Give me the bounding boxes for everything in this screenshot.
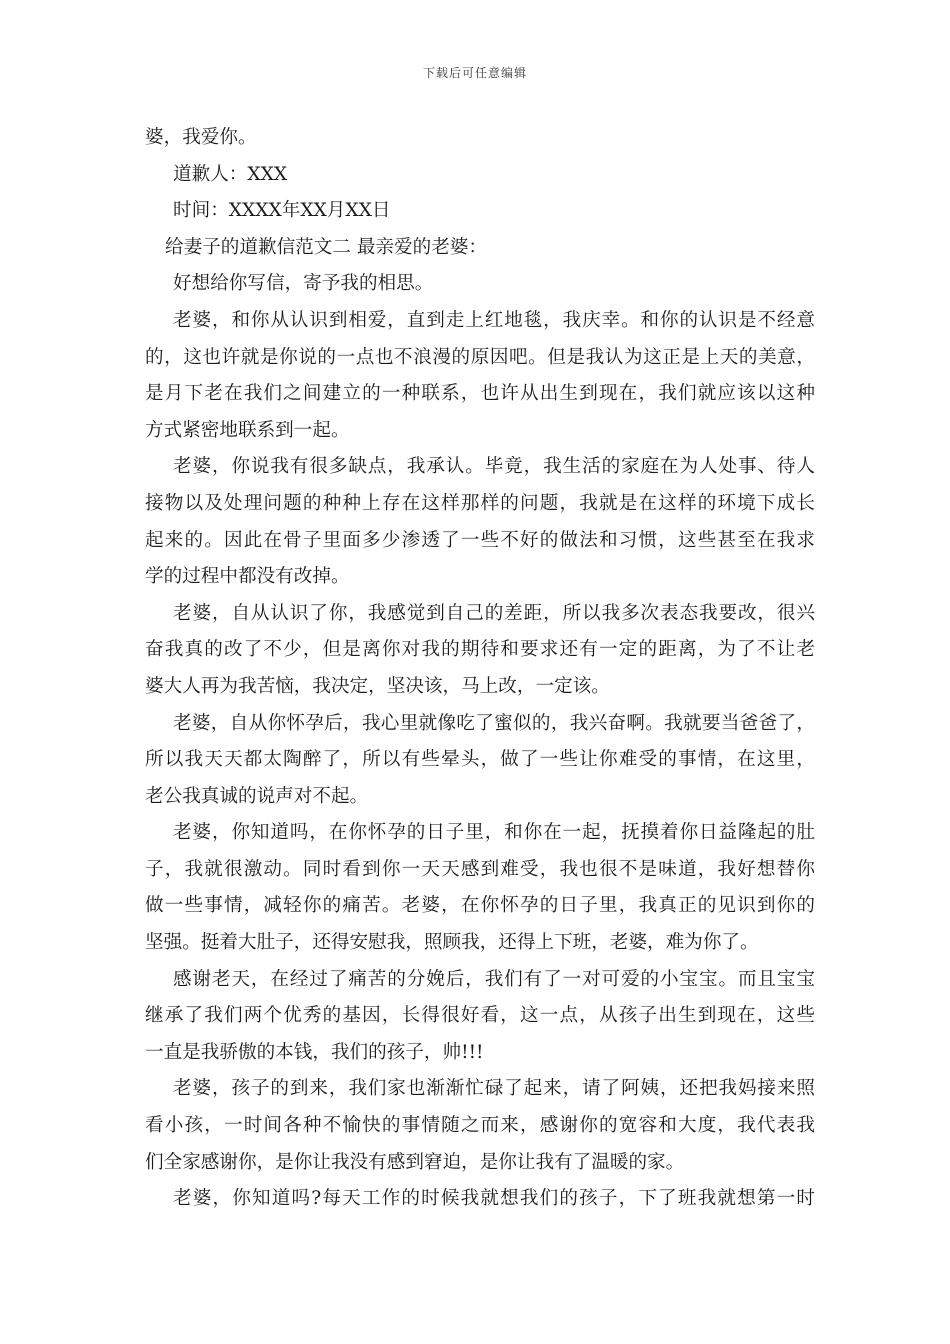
text-line: 道歉人：XXX — [173, 163, 288, 185]
text-line: 方式紧密地联系到一起。 — [145, 419, 350, 441]
text-line: 奋我真的改了不少，但是离你对我的期待和要求还有一定的距离，为了不让老 — [145, 639, 815, 661]
text-line: 看小孩，一时间各种不愉快的事情随之而来，感谢你的宽容和大度，我代表我 — [145, 1115, 815, 1137]
text-line: 学的过程中都没有改掉。 — [145, 566, 350, 588]
text-line: 婆，我爱你。 — [145, 127, 257, 148]
text-line: 时间：XXXX年XX月XX日 — [173, 200, 391, 222]
text-line: 感谢老天，在经过了痛苦的分娩后，我们有了一对可爱的小宝宝。而且宝宝 — [173, 968, 815, 990]
text-line: 所以我天天都太陶醉了，所以有些晕头，做了一些让你难受的事情，在这里， — [145, 749, 815, 771]
text-line: 起来的。因此在骨子里面多少渗透了一些不好的做法和习惯，这些甚至在我求 — [145, 529, 815, 551]
text-line: 老公我真诚的说声对不起。 — [145, 785, 369, 807]
text-line: 老婆，和你从认识到相爱，直到走上红地毯，我庆幸。和你的认识是不经意 — [173, 309, 815, 331]
text-line: 老婆，你知道吗?每天工作的时候我就想我们的孩子，下了班我就想第一时 — [173, 1188, 815, 1210]
text-line: 接物以及处理问题的种种上存在这样那样的问题，我就是在这样的环境下成长 — [145, 492, 815, 514]
text-line: 老婆，你说我有很多缺点，我承认。毕竟，我生活的家庭在为人处事、待人 — [173, 456, 815, 478]
text-line: 们全家感谢你，是你让我没有感到窘迫，是你让我有了温暖的家。 — [145, 1151, 685, 1173]
letter-body — [145, 120, 815, 1218]
text-line: 是月下老在我们之间建立的一种联系，也许从出生到现在，我们就应该以这种 — [145, 383, 815, 405]
text-line: 坚强。挺着大肚子，还得安慰我，照顾我，还得上下班，老婆，难为你了。 — [145, 932, 759, 954]
text-line: 的，这也许就是你说的一点也不浪漫的原因吧。但是我认为这正是上天的美意， — [145, 346, 815, 368]
text-line: 老婆，自从你怀孕后，我心里就像吃了蜜似的，我兴奋啊。我就要当爸爸了， — [173, 712, 815, 734]
text-line: 继承了我们两个优秀的基因，长得很好看，这一点，从孩子出生到现在，这些 — [145, 1005, 815, 1027]
text-line: 婆大人再为我苦恼，我决定，坚决该，马上改，一定该。 — [145, 675, 610, 697]
text-line: 一直是我骄傲的本钱，我们的孩子，帅!!! — [145, 1041, 484, 1063]
text-line: 做一些事情，减轻你的痛苦。老婆，在你怀孕的日子里，我真正的见识到你的 — [145, 895, 815, 917]
text-line: 给妻子的道歉信范文二 最亲爱的老婆： — [165, 236, 488, 258]
text-line: 老婆，你知道吗，在你怀孕的日子里，和你在一起，抚摸着你日益隆起的肚 — [173, 822, 815, 844]
page-header: 下载后可任意编辑 — [422, 66, 527, 80]
text-line: 老婆，孩子的到来，我们家也渐渐忙碌了起来，请了阿姨，还把我妈接来照 — [173, 1078, 815, 1100]
text-line: 好想给你写信，寄予我的相思。 — [173, 273, 434, 295]
text-line: 老婆，自从认识了你，我感觉到自己的差距，所以我多次表态我要改，很兴 — [173, 602, 815, 624]
text-line: 子，我就很激动。同时看到你一天天感到难受，我也很不是味道，我好想替你 — [145, 858, 815, 880]
